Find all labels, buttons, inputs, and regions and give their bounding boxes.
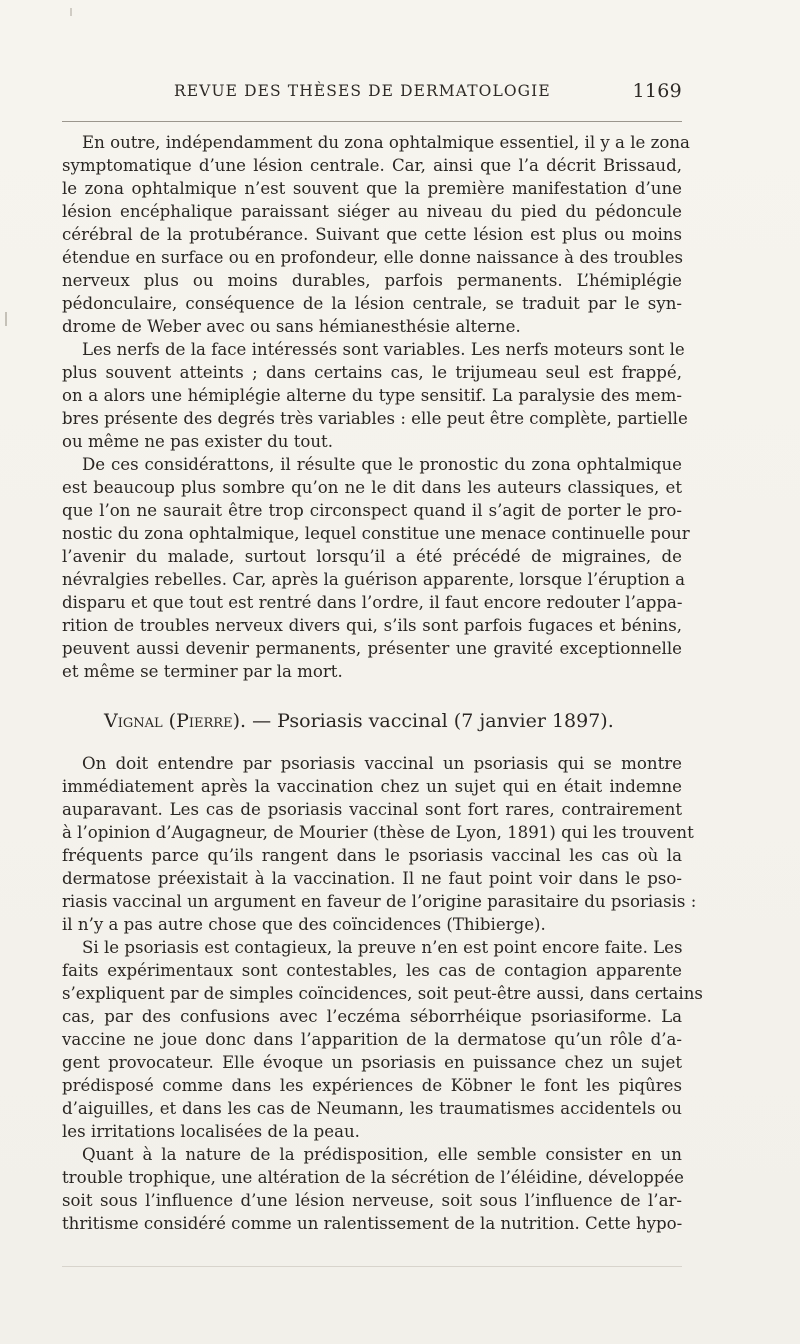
text-line: le zona ophtalmique n’est souvent que la première manifestation d’une bbox=[62, 179, 682, 198]
article-title-text: — Psoriasis vaccinal (7 janvier 1897). bbox=[246, 710, 614, 732]
text-line: l’avenir du malade, surtout lorsqu’il a été précédé de migraines, de bbox=[62, 547, 682, 566]
margin-mark bbox=[5, 312, 7, 326]
text-line: fréquents parce qu’ils rangent dans le psoriasis vaccinal les cas où la bbox=[62, 846, 682, 865]
text-line: bres présente des degrés très variables : elle peut être complète, partielle bbox=[62, 409, 688, 428]
text-line: riasis vaccinal un argument en faveur de l’origine parasitaire du psoriasis : bbox=[62, 892, 697, 911]
text-line: vaccine ne joue donc dans l’apparition de la dermatose qu’un rôle d’a- bbox=[62, 1030, 682, 1049]
text-line: gent provocateur. Elle évoque un psoriasis en puissance chez un sujet bbox=[62, 1053, 682, 1072]
text-line: est beaucoup plus sombre qu’on ne le dit dans les auteurs classiques, et bbox=[62, 478, 682, 497]
text-line: d’aiguilles, et dans les cas de Neumann, les traumatismes accidentels ou bbox=[62, 1099, 682, 1118]
text-line: symptomatique d’une lésion centrale. Car, ainsi que l’a décrit Brissaud, bbox=[62, 156, 682, 175]
text-line: étendue en surface ou en profondeur, elle donne naissance à des troubles bbox=[62, 248, 684, 267]
bottom-rule bbox=[62, 1266, 682, 1267]
author-name: Vignal (Pierre). bbox=[104, 710, 247, 732]
page-speck bbox=[70, 8, 72, 16]
text-line: En outre, indépendamment du zona ophtalmique essentiel, il y a le zona bbox=[82, 133, 690, 152]
text-line: à l’opinion d’Augagneur, de Mourier (thèse de Lyon, 1891) qui les trouvent bbox=[62, 823, 694, 842]
text-line: on a alors une hémiplégie alterne du type sensitif. La paralysie des mem- bbox=[62, 386, 682, 405]
text-line: auparavant. Les cas de psoriasis vaccinal sont fort rares, contrairement bbox=[62, 800, 682, 819]
text-line: il n’y a pas autre chose que des coïncidences (Thibierge). bbox=[62, 915, 546, 934]
text-line: et même se terminer par la mort. bbox=[62, 662, 343, 681]
text-line: Si le psoriasis est contagieux, la preuve n’en est point encore faite. Les bbox=[82, 938, 683, 957]
zona-section-text bbox=[62, 131, 690, 683]
text-line: prédisposé comme dans les expériences de Köbner le font les piqûres bbox=[62, 1076, 682, 1095]
text-line: nostic du zona ophtalmique, lequel constitue une menace continuelle pour bbox=[62, 524, 690, 543]
text-line: immédiatement après la vaccination chez un sujet qui en était indemne bbox=[62, 777, 682, 796]
text-line: cas, par des confusions avec l’eczéma séborrhéique psoriasiforme. La bbox=[62, 1007, 682, 1026]
text-line: disparu et que tout est rentré dans l’ordre, il faut encore redouter l’appa- bbox=[62, 593, 683, 612]
psoriasis-section-text bbox=[62, 752, 703, 1235]
text-line: nerveux plus ou moins durables, parfois permanents. L’hémiplégie bbox=[62, 271, 682, 290]
text-line: On doit entendre par psoriasis vaccinal un psoriasis qui se montre bbox=[82, 754, 682, 773]
article-title bbox=[104, 708, 724, 734]
text-line: pédonculaire, conséquence de la lésion centrale, se traduit par le syn- bbox=[62, 294, 682, 313]
page-header bbox=[62, 80, 682, 104]
text-line: faits expérimentaux sont contestables, les cas de contagion apparente bbox=[62, 961, 682, 980]
text-line: lésion encéphalique paraissant siéger au niveau du pied du pédoncule bbox=[62, 202, 682, 221]
text-line: Quant à la nature de la prédisposition, elle semble consister en un bbox=[82, 1145, 682, 1164]
running-head: REVUE DES THÈSES DE DERMATOLOGIE bbox=[174, 82, 551, 100]
text-line: thritisme considéré comme un ralentissement de la nutrition. Cette hypo- bbox=[62, 1214, 683, 1233]
text-line: les irritations localisées de la peau. bbox=[62, 1122, 360, 1141]
text-line: rition de troubles nerveux divers qui, s’ils sont parfois fugaces et bénins, bbox=[62, 616, 682, 635]
page-number: 1169 bbox=[632, 80, 682, 102]
text-line: ou même ne pas exister du tout. bbox=[62, 432, 333, 451]
text-line: Les nerfs de la face intéressés sont variables. Les nerfs moteurs sont le bbox=[82, 340, 685, 359]
text-line: s’expliquent par de simples coïncidences, soit peut-être aussi, dans certains bbox=[62, 984, 703, 1003]
text-line: soit sous l’influence d’une lésion nerveuse, soit sous l’influence de l’ar- bbox=[62, 1191, 682, 1210]
text-line: De ces considérattons, il résulte que le pronostic du zona ophtalmique bbox=[82, 455, 682, 474]
header-rule bbox=[62, 121, 682, 122]
text-line: que l’on ne saurait être trop circonspect quand il s’agit de porter le pro- bbox=[62, 501, 682, 520]
text-line: dermatose préexistait à la vaccination. Il ne faut point voir dans le pso- bbox=[62, 869, 682, 888]
text-line: trouble trophique, une altération de la sécrétion de l’éléidine, développée bbox=[62, 1168, 684, 1187]
text-line: névralgies rebelles. Car, après la guérison apparente, lorsque l’éruption a bbox=[62, 570, 685, 589]
text-line: plus souvent atteints ; dans certains cas, le trijumeau seul est frappé, bbox=[62, 363, 682, 382]
text-line: drome de Weber avec ou sans hémianesthésie alterne. bbox=[62, 317, 521, 336]
text-line: peuvent aussi devenir permanents, présenter une gravité exceptionnelle bbox=[62, 639, 682, 658]
text-line: cérébral de la protubérance. Suivant que cette lésion est plus ou moins bbox=[62, 225, 682, 244]
